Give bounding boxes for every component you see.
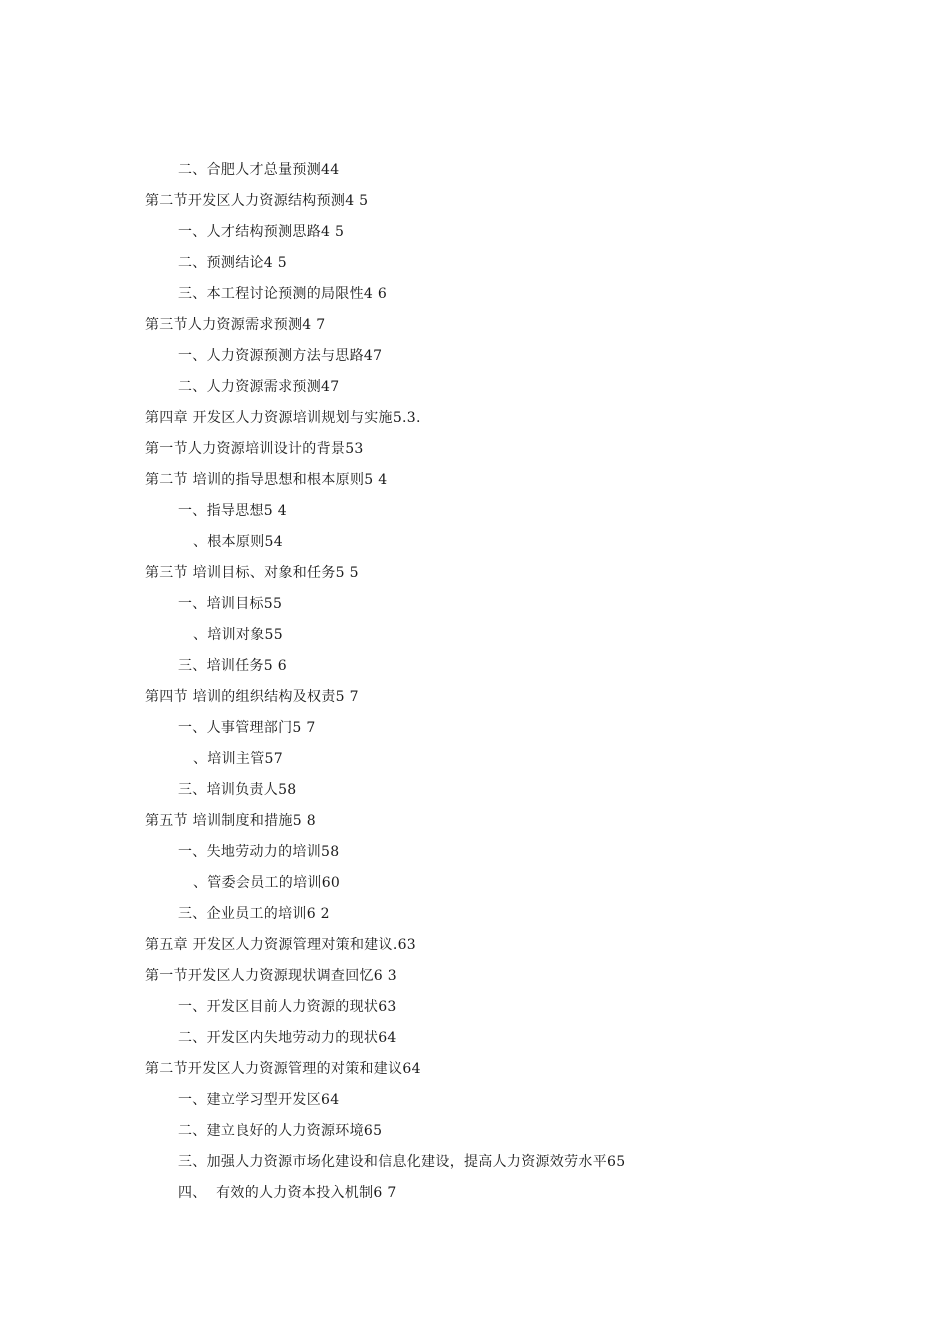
toc-subsection-entry: 、根本原则54: [193, 534, 283, 550]
toc-subsection-entry: 一、人事管理部门5 7: [178, 720, 316, 736]
toc-section-entry: 第一节人力资源培训设计的背景53: [145, 441, 364, 457]
toc-section-entry: 第五章 开发区人力资源管理对策和建议.63: [145, 937, 417, 953]
toc-subsection-entry: 二、合肥人才总量预测44: [178, 162, 340, 178]
toc-subsection-entry: 一、建立学习型开发区64: [178, 1092, 340, 1108]
toc-subsection-entry: 三、培训任务5 6: [178, 658, 287, 674]
toc-section-entry: 第四章 开发区人力资源培训规划与实施5.3.: [145, 410, 421, 426]
toc-subsection-entry: 、管委会员工的培训60: [193, 875, 341, 891]
toc-subsection-entry: 一、失地劳动力的培训58: [178, 844, 340, 860]
toc-subsection-entry: 三、企业员工的培训6 2: [178, 906, 330, 922]
toc-subsection-entry: 三、培训负责人58: [178, 782, 297, 798]
toc-subsection-entry: 一、人力资源预测方法与思路47: [178, 348, 383, 364]
toc-subsection-entry: 一、培训目标55: [178, 596, 283, 612]
toc-subsection-entry: 四、 有效的人力资本投入机制6 7: [178, 1185, 397, 1201]
toc-subsection-entry: 、培训对象55: [193, 627, 283, 643]
toc-section-entry: 第五节 培训制度和措施5 8: [145, 813, 316, 829]
toc-section-entry: 第二节 培训的指导思想和根本原则5 4: [145, 472, 388, 488]
toc-subsection-entry: 二、预测结论4 5: [178, 255, 287, 271]
table-of-contents: [0, 155, 950, 1209]
toc-subsection-entry: 二、开发区内失地劳动力的现状64: [178, 1030, 397, 1046]
toc-subsection-entry: 二、建立良好的人力资源环境65: [178, 1123, 383, 1139]
toc-section-entry: 第一节开发区人力资源现状调查回忆6 3: [145, 968, 397, 984]
toc-subsection-entry: 二、人力资源需求预测47: [178, 379, 340, 395]
toc-subsection-entry: 一、开发区目前人力资源的现状63: [178, 999, 397, 1015]
toc-subsection-entry: 三、加强人力资源市场化建设和信息化建设，提高人力资源效劳水平65: [178, 1154, 626, 1170]
toc-subsection-entry: 一、人才结构预测思路4 5: [178, 224, 345, 240]
toc-section-entry: 第四节 培训的组织结构及权责5 7: [145, 689, 359, 705]
toc-section-entry: 第三节 培训目标、对象和任务5 5: [145, 565, 359, 581]
toc-section-entry: 第二节开发区人力资源管理的对策和建议64: [145, 1061, 421, 1077]
toc-subsection-entry: 一、指导思想5 4: [178, 503, 287, 519]
toc-subsection-entry: 、培训主管57: [193, 751, 283, 767]
toc-section-entry: 第二节开发区人力资源结构预测4 5: [145, 193, 369, 209]
toc-subsection-entry: 三、本工程讨论预测的局限性4 6: [178, 286, 388, 302]
toc-section-entry: 第三节人力资源需求预测4 7: [145, 317, 326, 333]
